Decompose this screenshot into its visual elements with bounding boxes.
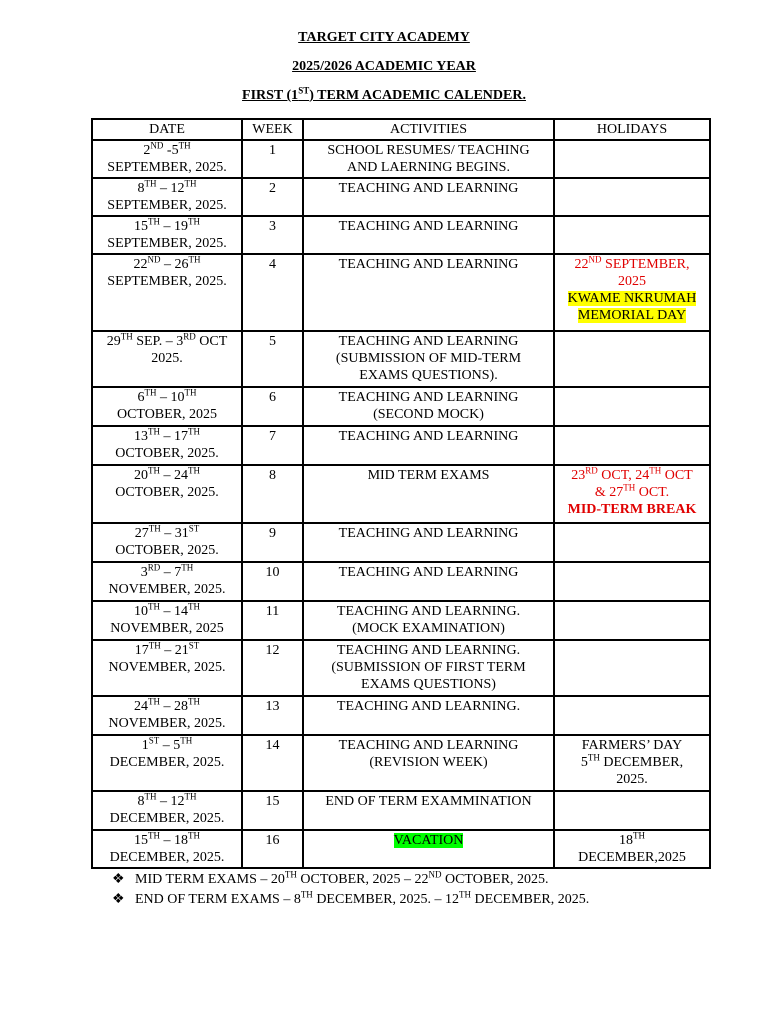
date-cell: 3RD – 7TH NOVEMBER, 2025. — [92, 562, 242, 601]
diamond-bullet-icon: ❖ — [112, 872, 125, 887]
activity-cell: TEACHING AND LEARNING — [303, 426, 554, 465]
date-cell: 8TH – 12TH DECEMBER, 2025. — [92, 791, 242, 830]
activity-cell: TEACHING AND LEARNING — [303, 562, 554, 601]
week-cell: 12 — [242, 640, 303, 696]
date-cell: 20TH – 24TH OCTOBER, 2025. — [92, 465, 242, 523]
table-row — [92, 830, 710, 868]
holiday-cell — [554, 562, 710, 601]
holiday-cell: FARMERS’ DAY 5TH DECEMBER, 2025. — [554, 735, 710, 791]
table-row — [92, 216, 710, 254]
week-cell: 1 — [242, 140, 303, 178]
date-cell: 10TH – 14TH NOVEMBER, 2025 — [92, 601, 242, 640]
week-cell: 10 — [242, 562, 303, 601]
date-cell: 8TH – 12TH SEPTEMBER, 2025. — [92, 178, 242, 216]
table-row — [92, 426, 710, 465]
table-row — [92, 140, 710, 178]
date-cell: 24TH – 28TH NOVEMBER, 2025. — [92, 696, 242, 735]
holiday-cell — [554, 426, 710, 465]
activity-cell: TEACHING AND LEARNING — [303, 216, 554, 254]
date-cell: 27TH – 31ST OCTOBER, 2025. — [92, 523, 242, 562]
table-row — [92, 735, 710, 791]
header-row — [92, 119, 710, 140]
holiday-cell — [554, 331, 710, 387]
table-row — [92, 791, 710, 830]
holiday-cell: 22ND SEPTEMBER, 2025 KWAME NKRUMAH MEMORIAL DAY — [554, 254, 710, 331]
week-cell: 3 — [242, 216, 303, 254]
notes-list — [112, 870, 589, 910]
activity-cell: MID TERM EXAMS — [303, 465, 554, 523]
date-cell: 13TH – 17TH OCTOBER, 2025. — [92, 426, 242, 465]
note-item: ❖ END OF TERM EXAMS – 8TH DECEMBER, 2025. – 12TH DECEMBER, 2025. — [112, 890, 589, 910]
table-row — [92, 523, 710, 562]
week-cell: 6 — [242, 387, 303, 426]
week-cell: 14 — [242, 735, 303, 791]
holiday-date: 23RD OCT, 24TH OCT & 27TH OCT. — [571, 465, 693, 500]
week-cell: 9 — [242, 523, 303, 562]
table-row — [92, 254, 710, 331]
school-name: TARGET CITY ACADEMY — [298, 30, 470, 45]
header-activities: ACTIVITIES — [303, 119, 554, 140]
note-item: ❖ MID TERM EXAMS – 20TH OCTOBER, 2025 – 22ND OCTOBER, 2025. — [112, 870, 589, 890]
calendar-table — [91, 118, 711, 869]
date-cell: 22ND – 26TH SEPTEMBER, 2025. — [92, 254, 242, 331]
holiday-cell — [554, 216, 710, 254]
holiday-cell — [554, 387, 710, 426]
week-cell: 8 — [242, 465, 303, 523]
date-cell: 1ST – 5TH DECEMBER, 2025. — [92, 735, 242, 791]
holiday-cell — [554, 523, 710, 562]
header-date: DATE — [92, 119, 242, 140]
week-cell: 13 — [242, 696, 303, 735]
holiday-cell: 23RD OCT, 24TH OCT & 27TH OCT. MID-TERM BREAK — [554, 465, 710, 523]
table-row — [92, 387, 710, 426]
week-cell: 4 — [242, 254, 303, 331]
activity-cell: TEACHING AND LEARNING (SECOND MOCK) — [303, 387, 554, 426]
holiday-cell — [554, 791, 710, 830]
activity-cell: TEACHING AND LEARNING — [303, 254, 554, 331]
holiday-cell — [554, 601, 710, 640]
holiday-cell — [554, 178, 710, 216]
activity-cell: TEACHING AND LEARNING (REVISION WEEK) — [303, 735, 554, 791]
activity-cell: TEACHING AND LEARNING. (SUBMISSION OF FIRST TERM EXAMS QUESTIONS) — [303, 640, 554, 696]
date-cell: 17TH – 21ST NOVEMBER, 2025. — [92, 640, 242, 696]
date-cell: 6TH – 10TH OCTOBER, 2025 — [92, 387, 242, 426]
holiday-cell — [554, 140, 710, 178]
activity-cell: TEACHING AND LEARNING. — [303, 696, 554, 735]
holiday-cell — [554, 696, 710, 735]
table-row — [92, 178, 710, 216]
table-row — [92, 601, 710, 640]
week-cell: 11 — [242, 601, 303, 640]
table-row — [92, 331, 710, 387]
term-title: FIRST (1ST) TERM ACADEMIC CALENDER. — [242, 85, 526, 103]
date-cell: 2ND -5TH SEPTEMBER, 2025. — [92, 140, 242, 178]
week-cell: 15 — [242, 791, 303, 830]
header-week: WEEK — [242, 119, 303, 140]
date-cell: 29TH SEP. – 3RD OCT 2025. — [92, 331, 242, 387]
holiday-cell: 18TH DECEMBER,2025 — [554, 830, 710, 868]
table-row — [92, 465, 710, 523]
activity-cell: TEACHING AND LEARNING (SUBMISSION OF MID-TERM EXAMS QUESTIONS). — [303, 331, 554, 387]
date-cell: 15TH – 19TH SEPTEMBER, 2025. — [92, 216, 242, 254]
date-cell: 15TH – 18TH DECEMBER, 2025. — [92, 830, 242, 868]
table-row — [92, 696, 710, 735]
week-cell: 16 — [242, 830, 303, 868]
academic-year: 2025/2026 ACADEMIC YEAR — [292, 59, 476, 74]
activity-cell: SCHOOL RESUMES/ TEACHING AND LAERNING BEGINS. — [303, 140, 554, 178]
holiday-date: 22ND SEPTEMBER, 2025 — [574, 254, 690, 289]
header-holidays: HOLIDAYS — [554, 119, 710, 140]
activity-cell: END OF TERM EXAMMINATION — [303, 791, 554, 830]
holiday-cell — [554, 640, 710, 696]
activity-cell: TEACHING AND LEARNING — [303, 178, 554, 216]
activity-cell: VACATION — [303, 830, 554, 868]
week-cell: 7 — [242, 426, 303, 465]
table-row — [92, 640, 710, 696]
diamond-bullet-icon: ❖ — [112, 892, 125, 907]
week-cell: 5 — [242, 331, 303, 387]
table-row — [92, 562, 710, 601]
activity-cell: TEACHING AND LEARNING. (MOCK EXAMINATION) — [303, 601, 554, 640]
week-cell: 2 — [242, 178, 303, 216]
activity-cell: TEACHING AND LEARNING — [303, 523, 554, 562]
